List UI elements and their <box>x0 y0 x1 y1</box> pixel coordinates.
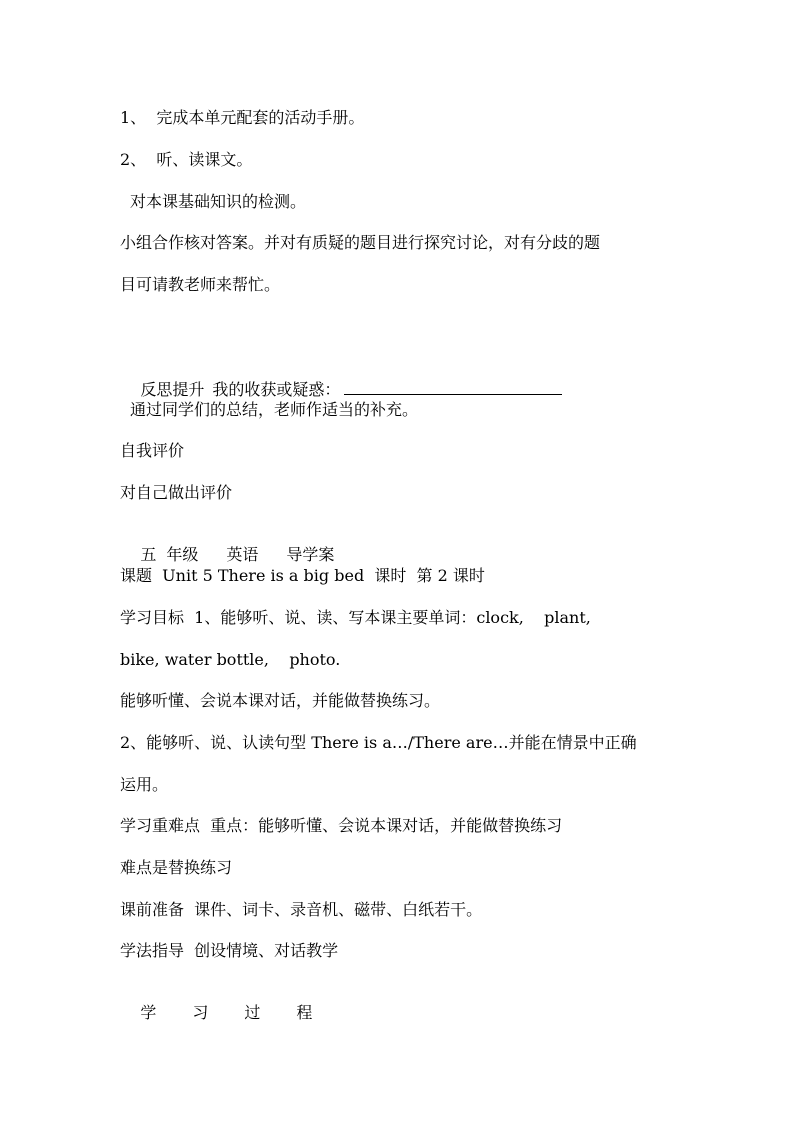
group-check-line-1: 小组合作核对答案。并对有质疑的题目进行探究讨论，对有分歧的题 <box>120 233 601 252</box>
process-char-4: 程 <box>296 1003 313 1022</box>
learning-goal-line-3: 能够听懂、会说本课对话，并能做替换练习。 <box>120 691 441 710</box>
reflection-prompt: 我的收获或疑惑： <box>212 380 341 399</box>
reflection-label: 反思提升 <box>140 380 205 399</box>
subject-label: 英语 <box>226 545 259 564</box>
learning-goal-line-2: bike, water bottle, photo. <box>120 650 341 669</box>
learning-goal-line-5: 运用。 <box>120 775 169 794</box>
group-check-line-2: 目可请教老师来帮忙。 <box>120 275 281 294</box>
process-char-2: 习 <box>192 1003 209 1022</box>
answer-blank[interactable] <box>344 378 562 395</box>
key-points: 学习重难点 重点：能够听懂、会说本课对话，并能做替换练习 <box>120 816 563 835</box>
knowledge-check: 对本课基础知识的检测。 <box>130 192 307 211</box>
guide-label: 导学案 <box>286 545 335 564</box>
method-guidance: 学法指导 创设情境、对话教学 <box>120 941 339 960</box>
grade-number: 五 <box>140 545 157 564</box>
lesson-title: 课题 Unit 5 There is a big bed 课时 第 2 课时 <box>120 566 485 585</box>
grade-label: 年级 <box>166 545 199 564</box>
learning-goal-line-1: 学习目标 1、能够听、说、读、写本课主要单词：clock, plant, <box>120 608 591 627</box>
difficult-points: 难点是替换练习 <box>120 858 233 877</box>
self-evaluation-heading: 自我评价 <box>120 441 185 460</box>
learning-goal-line-4: 2、能够听、说、认读句型 There is a…/There are…并能在情景中正确 <box>120 733 637 752</box>
self-evaluation-text: 对自己做出评价 <box>120 483 233 502</box>
preparation: 课前准备 课件、词卡、录音机、磁带、白纸若干。 <box>120 900 483 919</box>
teacher-supplement: 通过同学们的总结，老师作适当的补充。 <box>130 400 419 419</box>
homework-item-2: 2、 听、读课文。 <box>120 150 253 169</box>
process-char-1: 学 <box>140 1003 157 1022</box>
homework-item-1: 1、 完成本单元配套的活动手册。 <box>120 108 365 127</box>
learning-process-heading <box>120 983 312 1043</box>
process-char-3: 过 <box>244 1003 261 1022</box>
